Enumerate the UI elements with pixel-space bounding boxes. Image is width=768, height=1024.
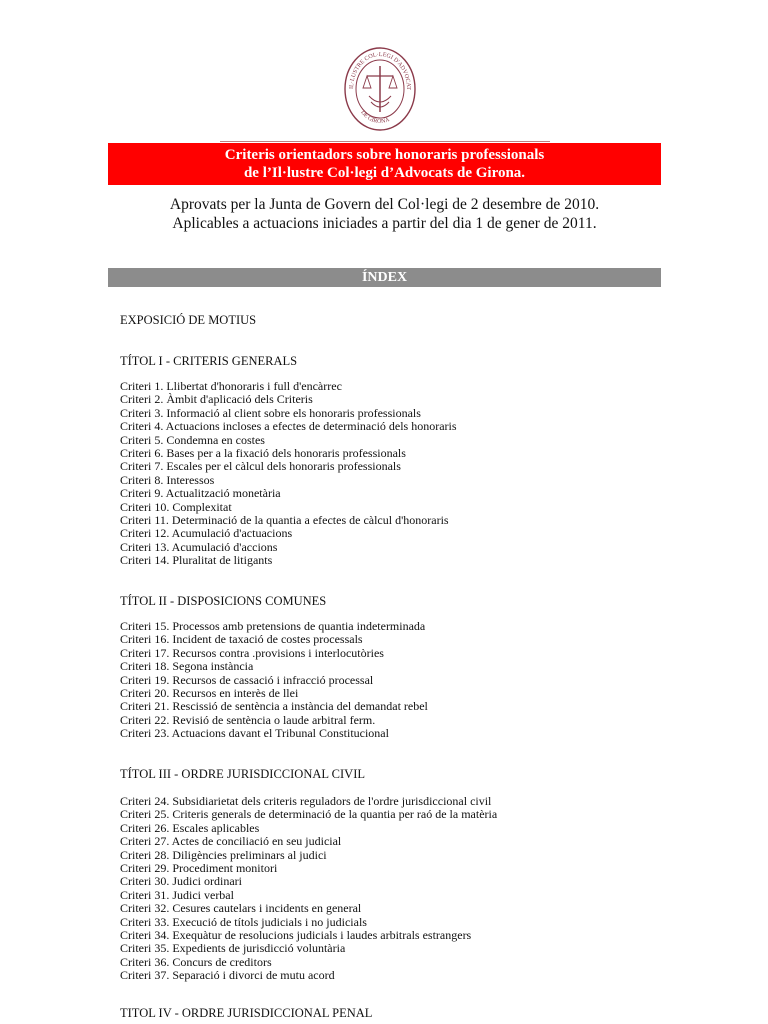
seal-city-text: DE GIRONA: [359, 109, 391, 125]
seal-ring-text: IL·LUSTRE COL·LEGI D'ADVOCAT: [348, 51, 412, 91]
list-item: Criteri 2. Àmbit d'aplicació dels Criteris: [120, 392, 313, 407]
section-exposicio-motius: EXPOSICIÓ DE MOTIUS: [120, 313, 257, 327]
list-item: Criteri 37. Separació i divorci de mutu acord: [120, 968, 335, 983]
list-item: Criteri 21. Rescissió de sentència a instància del demandat rebel: [120, 699, 428, 714]
list-item: Criteri 18. Segona instància: [120, 659, 254, 674]
list-item: Criteri 14. Pluralitat de litigants: [120, 553, 273, 568]
list-item: Criteri 30. Judici ordinari: [120, 874, 242, 889]
list-item: Criteri 15. Processos amb pretensions de quantia indeterminada: [120, 619, 426, 633]
titol-1-criteria-list: [120, 380, 457, 568]
list-item: Criteri 10. Complexitat: [120, 499, 232, 514]
svg-text:IL·LUSTRE COL·LEGI D'ADVOCATS: [343, 46, 411, 90]
list-item: Criteri 6. Bases per a la fixació dels honoraris professionals: [120, 446, 406, 461]
list-item: Criteri 5. Condemna en costes: [120, 432, 265, 447]
list-item: Criteri 12. Acumulació d'actuacions: [120, 526, 293, 541]
list-item: Criteri 13. Acumulació d'accions: [120, 539, 278, 554]
list-item: Criteri 28. Diligències preliminars al judici: [120, 847, 327, 862]
approval-line-2: Aplicables a actuacions iniciades a partir del dia 1 de gener de 2011.: [172, 215, 597, 232]
banner-title-line-2: de l’Il·lustre Col·legi d’Advocats de Girona.: [243, 165, 526, 181]
titol-3-criteria-list: [120, 795, 497, 983]
list-item: Criteri 22. Revisió de sentència o laude arbitral ferm.: [120, 712, 376, 727]
section-titol-3: TÍTOL III - ORDRE JURISDICCIONAL CIVIL: [120, 767, 365, 781]
list-item: Criteri 8. Interessos: [120, 472, 215, 487]
list-item: Criteri 19. Recursos de cassació i infracció processal: [120, 672, 374, 687]
banner-divider: [220, 141, 550, 142]
document-title-banner: [108, 143, 661, 185]
approval-line-1: Aprovats per la Junta de Govern del Col·legi de 2 desembre de 2010.: [169, 196, 600, 213]
list-item: Criteri 20. Recursos en interès de llei: [120, 686, 299, 701]
list-item: Criteri 3. Informació al client sobre els honoraris professionals: [120, 405, 421, 420]
list-item: Criteri 17. Recursos contra .provisions i interlocutòries: [120, 645, 384, 660]
approval-note: [108, 195, 661, 233]
list-item: Criteri 26. Escales aplicables: [120, 820, 260, 835]
list-item: Criteri 24. Subsidiarietat dels criteris reguladors de l'ordre jurisdiccional civil: [120, 794, 492, 808]
list-item: Criteri 27. Actes de conciliació en seu judicial: [120, 834, 342, 849]
list-item: Criteri 16. Incident de taxació de costes processals: [120, 632, 363, 647]
list-item: Criteri 11. Determinació de la quantia a efectes de càlcul d'honoraris: [120, 513, 449, 528]
list-item: Criteri 25. Criteris generals de determinació de la quantia per raó de la matèria: [120, 807, 498, 822]
list-item: Criteri 35. Expedients de jurisdicció voluntària: [120, 941, 346, 956]
college-seal: [343, 46, 417, 132]
banner-title-line-1: Criteris orientadors sobre honoraris professionals: [224, 147, 545, 163]
section-titol-4: TITOL IV - ORDRE JURISDICCIONAL PENAL: [120, 1006, 373, 1020]
seal-emblem-icon: [343, 46, 417, 132]
index-heading: ÍNDEX: [108, 268, 661, 287]
list-item: Criteri 23. Actuacions davant el Tribunal Constitucional: [120, 726, 389, 741]
list-item: Criteri 36. Concurs de creditors: [120, 954, 272, 969]
list-item: Criteri 34. Exequàtur de resolucions judicials i laudes arbitrals estrangers: [120, 928, 472, 943]
list-item: Criteri 7. Escales per el càlcul dels honoraris professionals: [120, 459, 401, 474]
list-item: Criteri 29. Procediment monitori: [120, 861, 278, 876]
list-item: Criteri 1. Llibertat d'honoraris i full d'encàrrec: [120, 379, 342, 393]
list-item: Criteri 9. Actualització monetària: [120, 486, 281, 501]
section-titol-1: TÍTOL I - CRITERIS GENERALS: [120, 354, 298, 368]
list-item: Criteri 4. Actuacions incloses a efectes de determinació dels honoraris: [120, 419, 457, 434]
titol-2-criteria-list: [120, 620, 428, 741]
list-item: Criteri 33. Execució de títols judicials i no judicials: [120, 914, 367, 929]
list-item: Criteri 31. Judici verbal: [120, 887, 234, 902]
list-item: Criteri 32. Cesures cautelars i incidents en general: [120, 901, 362, 916]
section-titol-2: TÍTOL II - DISPOSICIONS COMUNES: [120, 594, 327, 608]
